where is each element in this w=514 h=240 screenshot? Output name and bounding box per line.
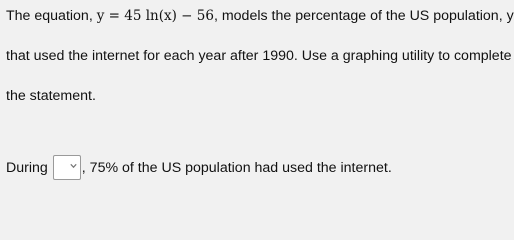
question-line-2: that used the internet for each year after 1990. Use a graphing utility to complete <box>6 48 512 64</box>
question-line-3: the statement. <box>6 88 96 104</box>
statement-suffix: , 75% of the US population had used the internet. <box>81 160 392 176</box>
question-intro: The equation, <box>6 8 93 24</box>
equation: y = 45 ln(x) − 56 <box>96 8 214 24</box>
question-text <box>6 0 514 206</box>
question-description: , models the percentage of the US population, y <box>213 8 514 24</box>
chevron-down-icon <box>70 163 77 169</box>
statement <box>6 155 392 180</box>
question-line-1 <box>6 7 514 25</box>
statement-prefix: During <box>6 160 48 176</box>
answer-dropdown[interactable] <box>53 155 81 180</box>
